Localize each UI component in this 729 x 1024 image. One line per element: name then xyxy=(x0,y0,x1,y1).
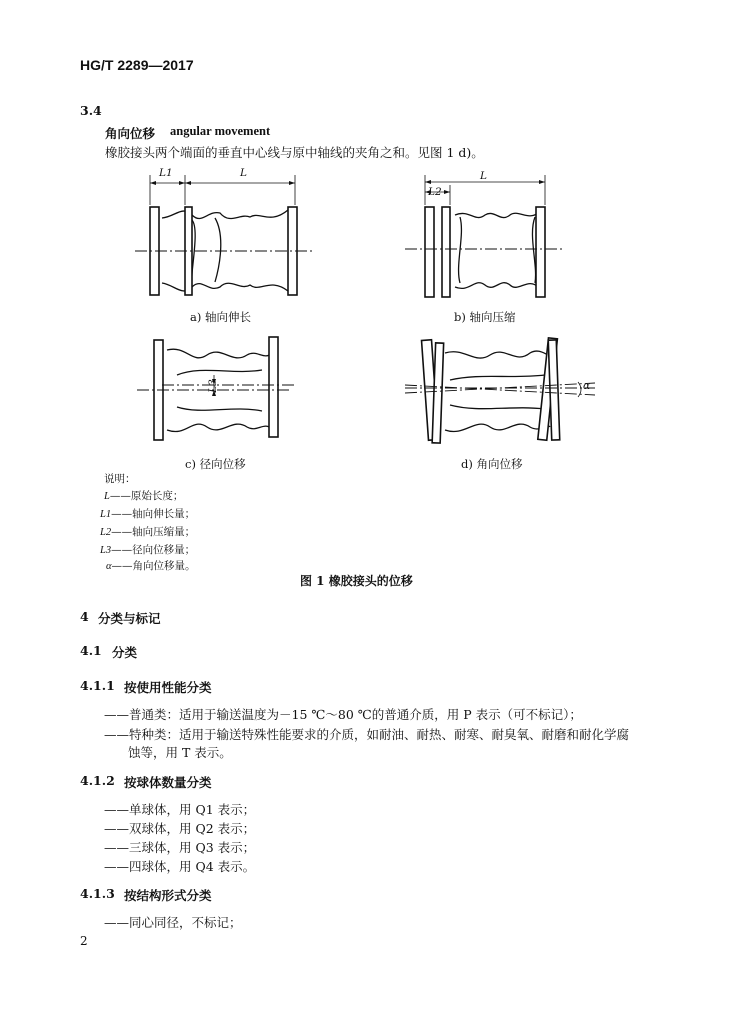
section-4-1-2-number: 4.1.2 xyxy=(80,773,115,788)
angle-label-alpha: α xyxy=(583,380,591,392)
standard-code: HG/T 2289—2017 xyxy=(80,57,194,73)
figure-1-title: 图 1 橡胶接头的位移 xyxy=(300,574,413,588)
figure-1a-caption: a) 轴向伸长 xyxy=(190,310,251,324)
dim-label-L-b: L xyxy=(480,170,487,182)
section-4-title: 分类与标记 xyxy=(98,611,161,626)
list-item-continuation: 蚀等，用 T 表示。 xyxy=(128,745,232,760)
legend-item: L1——轴向伸长量； xyxy=(100,508,196,520)
page-number: 2 xyxy=(80,934,88,948)
list-item: ——同心同径，不标记； xyxy=(104,915,242,930)
dim-label-L3: L3 xyxy=(206,379,219,393)
figure-1a-axial-extension xyxy=(130,165,320,305)
section-4-1-number: 4.1 xyxy=(80,643,102,658)
legend-item: L2——轴向压缩量； xyxy=(100,526,196,538)
dim-label-L1: L1 xyxy=(159,167,173,179)
term-cn: 角向位移 xyxy=(105,126,156,141)
figure-1b-caption: b) 轴向压缩 xyxy=(454,310,516,324)
section-4-1-1-title: 按使用性能分类 xyxy=(124,680,212,695)
section-4-1-3-title: 按结构形式分类 xyxy=(124,888,212,903)
dim-label-L2: L2 xyxy=(428,186,442,198)
dim-label-L: L xyxy=(240,167,247,179)
section-4-1-title: 分类 xyxy=(112,645,138,660)
section-4-1-3-number: 4.1.3 xyxy=(80,886,115,901)
figure-1d-angular-movement xyxy=(400,335,600,450)
legend-item: α——角向位移量。 xyxy=(106,560,196,572)
figure-1c-caption: c) 径向位移 xyxy=(185,457,246,471)
list-item: ——四球体，用 Q4 表示。 xyxy=(104,859,256,874)
figure-1b-axial-compression xyxy=(400,165,570,305)
legend-item: L——原始长度； xyxy=(104,490,184,502)
section-4-1-1-number: 4.1.1 xyxy=(80,678,115,693)
list-item: ——单球体，用 Q1 表示； xyxy=(104,802,256,817)
legend-title: 说明： xyxy=(104,473,136,485)
list-item: ——普通类：适用于输送温度为－15 ℃～80 ℃的普通介质，用 P 表示（可不标记）； xyxy=(104,707,582,722)
list-item: ——特种类：适用于输送特殊性能要求的介质，如耐油、耐热、耐寒、耐臭氧、耐磨和耐化学腐 xyxy=(104,727,630,742)
list-item: ——三球体，用 Q3 表示； xyxy=(104,840,256,855)
section-number-3-4: 3.4 xyxy=(80,103,102,118)
figure-1d-caption: d) 角向位移 xyxy=(461,457,523,471)
list-item: ——双球体，用 Q2 表示； xyxy=(104,821,256,836)
section-4-1-2-title: 按球体数量分类 xyxy=(124,775,212,790)
term-en: angular movement xyxy=(170,124,271,138)
legend-item: L3——径向位移量； xyxy=(100,544,196,556)
term-definition: 橡胶接头两个端面的垂直中心线与原中轴线的夹角之和。见图 1 d)。 xyxy=(105,145,484,160)
section-4-number: 4 xyxy=(80,609,89,624)
